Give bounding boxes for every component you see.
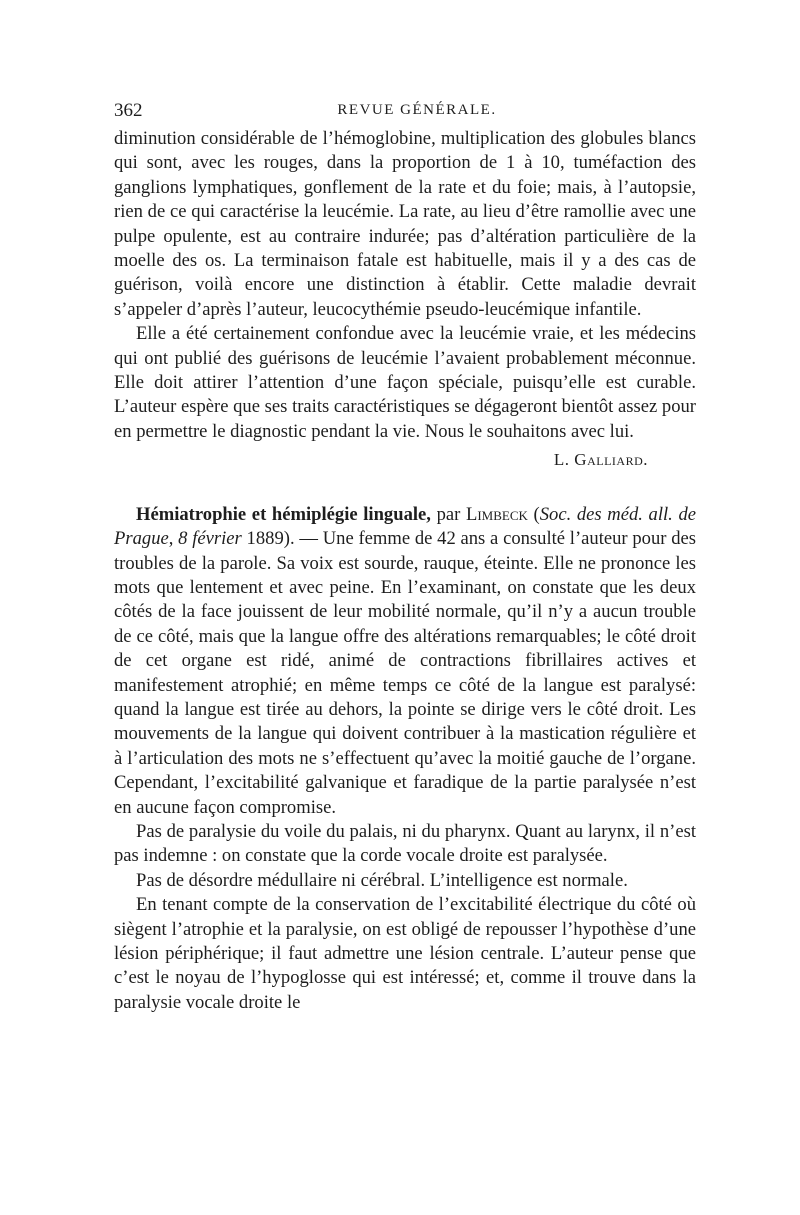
- article-source-open: (: [527, 503, 540, 525]
- running-title: REVUE GÉNÉRALE.: [337, 102, 497, 118]
- article-first-text: Une femme de 42 ans a consulté l’auteur pour des troubles de la parole. Sa voix est sourde, rauque, éteinte. Elle ne prononce les mots que lentement et avec peine. En l’examinant, on constate que les deux côtés de la face jouissent de leur mobilité normale, qu’il n’y a aucun trouble de ce côté, mais que la langue offre des altérations remarquables; le côté droit de cet organe est ridé, animé de contractions fibrillaires actives et manifestement atrophié; en même temps ce côté de la langue est paralysé: quand la langue est tirée au dehors, la pointe se dirige vers le côté droit. Les mouvements de la langue qui doivent contribuer à la mastication régulière et à l’articulation des mots ne s’effectuent qu’avec la moitié gauche de l’organe. Cependant, l’excitabilité galvanique et faradique de la partie paralysée n’est en aucune façon compromise.: [114, 528, 697, 818]
- article-date: 8 février: [178, 528, 242, 550]
- signature-name: L. Galliard.: [553, 450, 648, 470]
- article-author: Limbeck: [465, 503, 528, 525]
- article-year: 1889).: [241, 528, 295, 550]
- paragraph-continued: diminution considérable de l’hémoglobine, multiplication des globules blancs qui sont, avec les rouges, dans la proportion de 1 à 10, tuméfaction des ganglions lymphatiques, gonflement de la rate et du foie; mais, à l’autopsie, rien de ce qui caractérise la leucémie. La rate, au lieu d’être ramollie avec une pulpe opulente, est au contraire indurée; pas d’altération particulière de la moelle des os. La terminaison fatale est habituelle, mais il y a des cas de guérison, voilà encore une distinction à établir. Cette maladie devrait s’appeler d’après l’auteur, leucocythémie pseudo-leucémique infantile.: [114, 128, 696, 320]
- section-gap: [114, 473, 696, 503]
- paragraph: En tenant compte de la conservation de l’excitabilité électrique du côté où siègent l’atrophie et la paralysie, on est obligé de repousser l’hypothèse d’une lésion périphérique; il faut admettre une lésion centrale. L’auteur pense que c’est le noyau de l’hypoglosse qui est intéressé; et, comme il trouve dans la paralysie vocale droite le: [114, 894, 696, 1013]
- page-header: [114, 100, 700, 124]
- paragraph: Pas de paralysie du voile du palais, ni du pharynx. Quant au larynx, il n’est pas indemne : on constate que la corde vocale droite est paralysée.: [114, 820, 696, 867]
- article-source: Soc. des méd. all. de Prague: [114, 503, 697, 550]
- article-first-paragraph: [114, 503, 696, 820]
- text-body: [114, 127, 696, 1015]
- page-number: 362: [114, 100, 143, 121]
- paragraph: Pas de désordre médullaire ni cérébral. L’intelligence est normale.: [136, 869, 628, 891]
- paragraph: Elle a été certainement confondue avec la leucémie vraie, et les médecins qui ont publié des guérisons de leucémie l’avaient probablement méconnue. Elle doit attirer l’attention d’une façon spéciale, puisqu’elle est curable. L’auteur espère que ses traits caractéristiques se dégageront bientôt assez pour en permettre le diagnostic pendant la vie. Nous le souhaitons avec lui.: [114, 323, 696, 442]
- article-lead-sep: —: [294, 528, 323, 550]
- article-date-sep: ,: [168, 528, 179, 550]
- article-title: Hémiatrophie et hémiplégie linguale,: [136, 503, 431, 525]
- article-by: par: [430, 503, 466, 525]
- signature: [114, 448, 696, 472]
